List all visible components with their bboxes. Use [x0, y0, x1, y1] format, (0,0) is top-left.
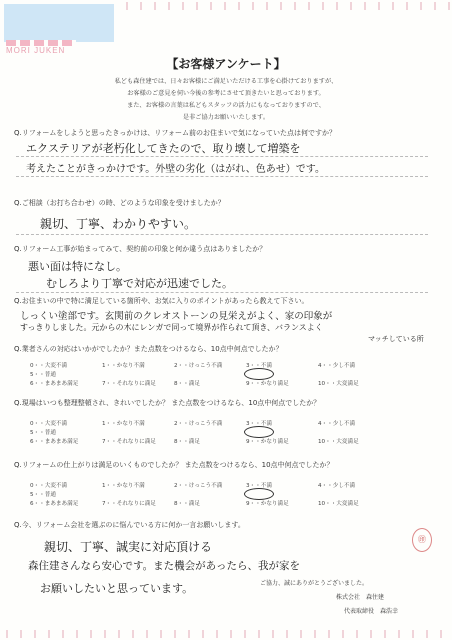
rating-scale-2: [30, 420, 452, 447]
logo-text: MORI JUKEN: [6, 46, 66, 55]
answer-3-line-1: 悪い面は特になし。: [28, 260, 127, 273]
question-2: Q.ご相談（お打ち合わせ）の時、どのような印象を受けましたか？: [14, 199, 225, 207]
final-answer-line-3: お願いしたいと思っています。: [40, 582, 194, 595]
answer-1-line-1: エクステリアが老朽化してきたので、取り壊して増築を: [26, 142, 301, 155]
selected-rating-circle: [244, 488, 274, 500]
rating-question-1: Q.業者さんの対応はいかがでしたか？また点数をつけるなら、10点中何点でしたか？: [14, 345, 283, 353]
intro-line: また、お客様の言葉は私どもスタッフの活力にもなっておりますので、: [127, 102, 325, 109]
rating-scale-3: [30, 482, 452, 509]
thanks-text: ご協力、誠にありがとうございました。: [260, 580, 369, 587]
scale-row: 6・・まあまあ満足 7・・それなりに満足 8・・満足 9・・かなり満足 10・・大変満足: [30, 439, 359, 445]
intro-line: 私ども森住建では、日々お客様にご満足いただける工事を心掛けておりますが、: [114, 78, 338, 85]
answer-4-line-2: すっきりしました。元からの木にレンガで同って境界が作られて頂き、バランスよく: [20, 323, 323, 332]
selected-rating-circle: [244, 368, 274, 380]
decorative-vine-top: [120, 2, 452, 10]
page-title: 【お客様アンケート】: [166, 57, 286, 71]
seal-stamp: ㊞: [412, 528, 432, 552]
logo-block: [4, 4, 114, 42]
decorative-vine-bottom: [0, 630, 452, 638]
intro-line: お客様のご意見を伺い今後の参考にさせて頂きたいと思っております。: [127, 90, 325, 97]
rating-question-3: Q.リフォームの仕上がりは満足のいくものでしたか？ また点数をつけるなら、10点中何点でしたか？: [14, 461, 334, 469]
answer-3-line-2: むしろより丁寧で対応が迅速でした。: [46, 277, 233, 290]
scale-row: 6・・まあまあ満足 7・・それなりに満足 8・・満足 9・・かなり満足 10・・大変満足: [30, 501, 359, 507]
rating-question-2: Q.現場はいつも整理整頓され、きれいでしたか？ また点数をつけるなら、10点中何点でしたか？: [14, 399, 321, 407]
final-answer-line-1: 親切、丁寧、誠実に対応頂ける: [44, 540, 213, 554]
scale-row: 6・・まあまあ満足 7・・それなりに満足 8・・満足 9・・かなり満足 10・・大変満足: [30, 381, 359, 387]
rating-scale-1: [30, 362, 452, 389]
question-4: Q.お住まいの中で特に満足している箇所や、お気に入りのポイントがあったら教えて下さい。: [14, 297, 309, 305]
answer-rule: [16, 156, 428, 157]
question-3: Q.リフォーム工事が始まってみて、契約前の印象と何か違う点はありましたか？: [14, 245, 267, 253]
answer-rule: [16, 292, 428, 293]
scale-row: 0・・大変不満 1・・かなり不満 2・・けっこう不満 3・・不満 4・・少し不満5・・普通: [30, 421, 356, 436]
question-1: Q.リフォームをしようと思ったきっかけは、リフォーム前のお住まいで気になっていた点は何ですか？: [14, 129, 337, 137]
answer-4-line-3: マッチしている所: [368, 335, 424, 343]
selected-rating-circle: [244, 426, 274, 438]
representative-name: 代表取締役 森浩幸: [344, 608, 399, 615]
answer-rule: [16, 176, 428, 177]
company-name: 株式会社 森住建: [336, 594, 385, 601]
final-answer-line-2: 森住建さんなら安心です。また機会があったら、我が家を: [28, 560, 301, 572]
answer-rule: [16, 234, 428, 235]
scale-row: 0・・大変不満 1・・かなり不満 2・・けっこう不満 3・・不満 4・・少し不満5・・普通: [30, 483, 356, 498]
final-question: Q.今、リフォーム会社を選ぶのに悩んでいる方に何か一言お願いします。: [14, 521, 245, 529]
intro-text: [40, 76, 412, 124]
answer-4-line-1: しっくい塗部です。玄関前のクレオストーンの見栄えがよく、家の印象が: [20, 311, 333, 322]
answer-2-line-1: 親切、丁寧、わかりやすい。: [40, 217, 197, 231]
answer-1-line-2: 考えたことがきっかけです。外壁の劣化（はがれ、色あせ）です。: [26, 164, 325, 175]
intro-line: 是非ご協力お願いいたします。: [182, 114, 270, 121]
scale-row: 0・・大変不満 1・・かなり不満 2・・けっこう不満 3・・不満 4・・少し不満5・・普通: [30, 363, 356, 378]
